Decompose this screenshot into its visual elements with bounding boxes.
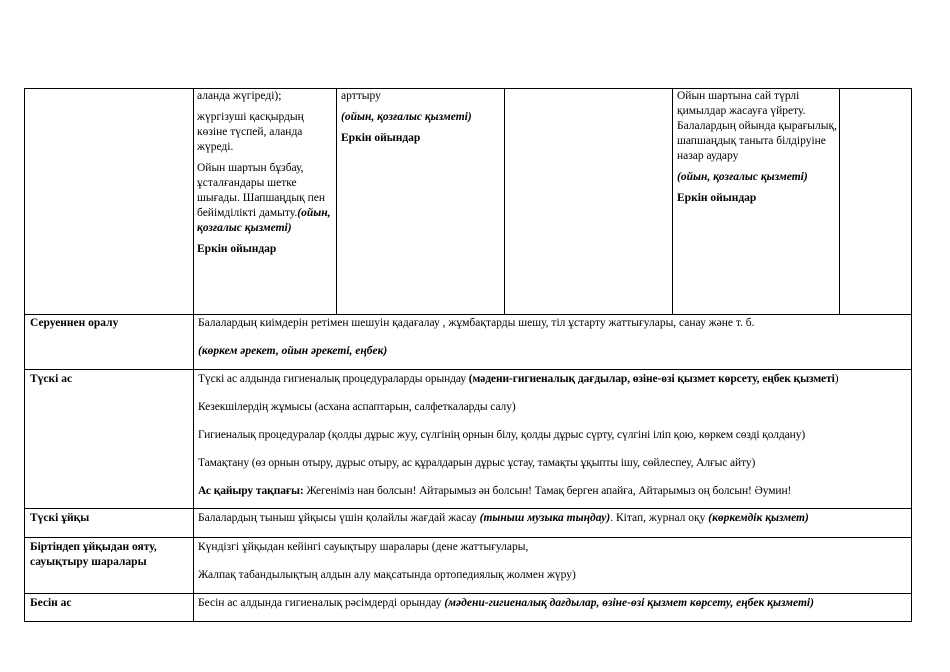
activity-type-tag: (мәдени-гигиеналық дағдылар, өзіне-өзі қызмет көрсету, еңбек қызметі) bbox=[444, 597, 814, 609]
activity-type-tag: (ойын, қозғалыс қызметі) bbox=[197, 207, 331, 234]
row-label-text bbox=[30, 596, 190, 611]
row-label-text bbox=[30, 372, 190, 387]
row-label-wake bbox=[30, 540, 190, 570]
row-label-text bbox=[30, 540, 190, 555]
table-line-col2 bbox=[336, 88, 337, 314]
row-content-wake bbox=[198, 540, 908, 583]
row-label-snack bbox=[30, 596, 190, 611]
activity-type-text: (ойын, қозғалыс қызметі) bbox=[677, 171, 808, 183]
row-label-text bbox=[30, 511, 190, 526]
table-line-row5 bbox=[24, 593, 912, 594]
row-label-bold: сауықтыру шаралары bbox=[30, 556, 147, 568]
row-content-nap bbox=[198, 511, 908, 526]
row-label-text bbox=[30, 555, 190, 570]
table-line-col4 bbox=[672, 88, 673, 314]
content-line: Балалардың киімдерін ретімен шешуін қадағалау , жұмбақтарды шешу, тіл ұстарту жаттығулары, санау және т. б. bbox=[198, 317, 755, 329]
content-line: Жалпақ табандылықтың алдын алу мақсатында ортопедиялық жолмен жүру) bbox=[198, 569, 576, 581]
content-line bbox=[198, 372, 910, 387]
free-games-label bbox=[197, 242, 334, 257]
cell-text-body: Ойын шартын бұзбау, ұсталғандары шетке шығады. Шапшаңдық пен бейімділікті дамыту. bbox=[197, 162, 326, 219]
activity-type-text: (ойын, қозғалыс қызметі) bbox=[341, 111, 472, 123]
cell-text: арттыру bbox=[341, 90, 381, 102]
content-line bbox=[198, 511, 908, 526]
activity-cell-col5 bbox=[677, 89, 837, 206]
rhyme-label: Ас қайыру тақпағы: bbox=[198, 485, 304, 497]
content-line: Күндізгі ұйқыдан кейінгі сауықтыру шаралары (дене жаттығулары, bbox=[198, 541, 529, 553]
activity-type-tag: (тыныш музыка тыңдау) bbox=[479, 512, 611, 524]
table-line-right bbox=[911, 88, 912, 621]
table-line-bottom bbox=[24, 621, 912, 622]
activity-type-tag bbox=[341, 110, 501, 125]
content-text: Түскі ас алдында гигиеналық процедураларды орындау bbox=[198, 373, 469, 385]
activity-type-tag bbox=[198, 344, 908, 359]
free-games-text: Еркін ойындар bbox=[677, 192, 757, 204]
cell-text: Ойын шартына сай түрлі қимылдар жасауға үйрету. Балалардың ойында қырағылық, шапшаңдық танытa білдіруіне назар аудару bbox=[677, 90, 837, 162]
content-text: . Кітап, журнал оқу bbox=[610, 512, 709, 524]
content-text: ) bbox=[834, 373, 839, 385]
activity-type-tag bbox=[677, 170, 837, 185]
free-games-label bbox=[677, 191, 837, 206]
rhyme-text: Жегеніміз нан болсын! Айтарымыз ән болсын! Тамақ берген апайға, Айтарымыз оң болсын! Әумин! bbox=[303, 485, 792, 497]
row-content-walk-return bbox=[198, 316, 908, 359]
activity-cell-col3 bbox=[341, 89, 501, 146]
row-label-bold: Серуеннен оралу bbox=[30, 317, 119, 329]
table-line-col5 bbox=[839, 88, 840, 314]
table-line-col3 bbox=[504, 88, 505, 314]
table-line-row2 bbox=[24, 369, 912, 370]
activity-type-tag: (мәдени-гигиеналық дағдылар, өзіне-өзі қызмет көрсету, еңбек қызметі bbox=[468, 373, 835, 385]
activity-type-text: (көркем әрекет, ойын әрекеті, еңбек) bbox=[198, 345, 388, 357]
row-label-text bbox=[30, 316, 190, 331]
table-line-row3 bbox=[24, 508, 912, 509]
row-label-bold: Бесін ас bbox=[30, 597, 72, 609]
row-content-snack bbox=[198, 596, 908, 611]
row-label-bold: Түскі ұйқы bbox=[30, 512, 90, 524]
row-label-bold: Біртіндеп ұйқыдан ояту, bbox=[30, 541, 157, 553]
free-games-label bbox=[341, 131, 501, 146]
row-content-lunch bbox=[198, 372, 910, 499]
content-line: Кезекшілердің жұмысы (асхана аспаптарын, салфеткаларды салу) bbox=[198, 401, 516, 413]
table-line-col1 bbox=[193, 88, 194, 621]
free-games-text: Еркін ойындар bbox=[341, 132, 421, 144]
content-line: Тамақтану (өз орнын отыру, дұрыс отыру, ас құралдарын дұрыс ұстау, тамақты ұқыпты ішу, сөйлеспеу, Алғыс айту) bbox=[198, 457, 756, 469]
content-text: Балалардың тыныш ұйқысы үшін қолайлы жағдай жасау bbox=[198, 512, 480, 524]
row-label-walk-return bbox=[30, 316, 190, 331]
row-label-nap bbox=[30, 511, 190, 526]
content-line bbox=[198, 484, 910, 499]
cell-text: аланда жүгіреді); bbox=[197, 90, 282, 102]
activity-cell-col2 bbox=[197, 89, 334, 257]
content-text: Бесін ас алдында гигиеналық рәсімдерді орындау bbox=[198, 597, 445, 609]
content-line bbox=[198, 596, 908, 611]
cell-text bbox=[197, 161, 334, 236]
table-line-row4 bbox=[24, 537, 912, 538]
content-line: Гигиеналық процедуралар (қолды дұрыс жуу, сүлгінің орнын білу, қолды дұрыс сүрту, сүлгіні іліп қою, көркем сөзді қолдану) bbox=[198, 429, 806, 441]
row-label-lunch bbox=[30, 372, 190, 387]
cell-text: жүргізуші қасқырдың көзіне түспей, аланда жүреді. bbox=[197, 111, 304, 153]
table-line-left bbox=[24, 88, 25, 621]
row-label-bold: Түскі ас bbox=[30, 373, 73, 385]
table-line-row1 bbox=[24, 314, 912, 315]
free-games-text: Еркін ойындар bbox=[197, 243, 277, 255]
activity-type-tag: (көркемдік қызмет) bbox=[708, 512, 809, 524]
